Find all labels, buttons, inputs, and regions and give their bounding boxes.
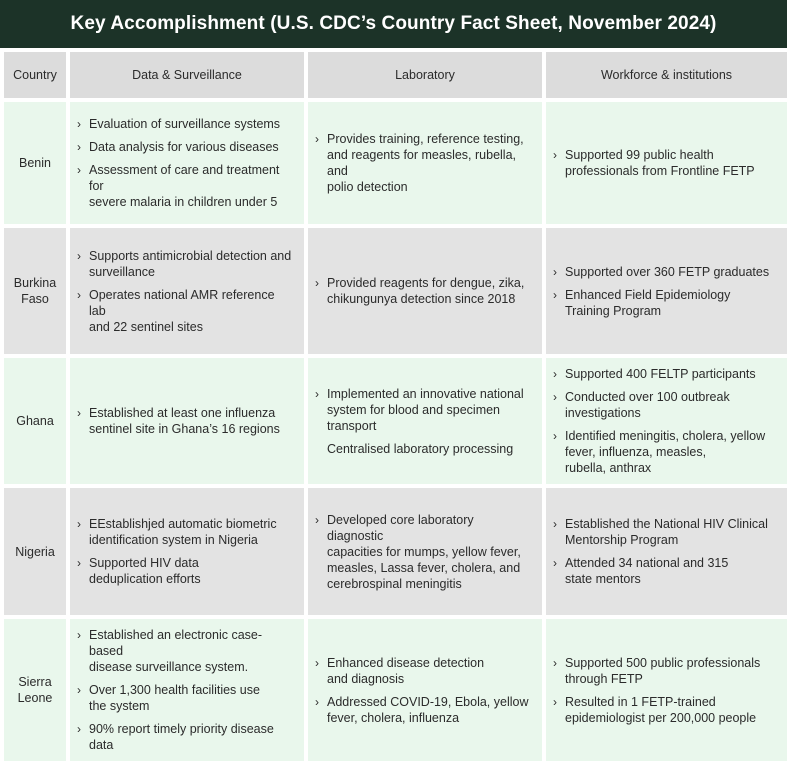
item-text: 90% report timely priority disease data [89, 722, 274, 752]
item-text: Supported HIV data deduplication efforts [89, 556, 201, 586]
country-cell [2, 226, 68, 356]
chevron-right-icon: › [553, 429, 557, 443]
chevron-right-icon: › [553, 287, 557, 302]
chevron-right-icon: › [77, 556, 81, 570]
item-text: Conducted over 100 outbreak investigations [565, 390, 730, 420]
list-item [77, 682, 293, 714]
chevron-right-icon: › [315, 276, 319, 290]
item-text: Data analysis for various diseases [89, 140, 279, 154]
item-text: Supports antimicrobial detection and surveillance [89, 248, 292, 279]
list-item [315, 131, 531, 195]
table-row-benin [2, 100, 787, 226]
chevron-right-icon: › [315, 694, 319, 709]
item-text: Over 1,300 health facilities use the system [89, 683, 260, 713]
chevron-right-icon: › [77, 722, 81, 736]
country-cell [2, 356, 68, 486]
item-text: Operates national AMR reference lab and 22 sentinel sites [89, 287, 275, 334]
list-item [553, 287, 776, 319]
country-cell [2, 617, 68, 763]
chevron-right-icon: › [77, 163, 81, 177]
country-name: Benin [19, 156, 51, 170]
chevron-right-icon: › [315, 132, 319, 146]
list-item [553, 655, 776, 687]
chevron-right-icon: › [77, 683, 81, 697]
chevron-right-icon: › [315, 655, 319, 670]
list-item [553, 555, 776, 587]
item-text: Assessment of care and treatment for severe malaria in children under 5 [89, 163, 280, 209]
item-text: Enhanced disease detection and diagnosis [327, 655, 485, 686]
country-name: Sierra Leone [17, 675, 53, 705]
accomplishments-table [0, 48, 787, 765]
chevron-right-icon: › [553, 390, 557, 404]
workforce-cell [544, 617, 787, 763]
country-name: Nigeria [15, 544, 55, 559]
header-laboratory: Laboratory [306, 50, 544, 100]
page-title: Key Accomplishment (U.S. CDC’s Country Fact Sheet, November 2024) [70, 13, 717, 34]
table-row-burkina-faso [2, 226, 787, 356]
chevron-right-icon: › [77, 117, 81, 131]
chevron-right-icon: › [553, 148, 557, 162]
country-name: Ghana [16, 414, 54, 428]
header-workforce: Workforce & institutions [544, 50, 787, 100]
table-row-ghana [2, 356, 787, 486]
chevron-right-icon: › [315, 512, 319, 527]
item-text: Addressed COVID-19, Ebola, yellow fever, cholera, influenza [327, 694, 529, 725]
item-text: Supported over 360 FETP graduates [565, 264, 770, 279]
list-item [77, 627, 293, 675]
list-item [553, 428, 776, 476]
item-text: Supported 99 public health professionals from Frontline FETP [565, 148, 755, 178]
chevron-right-icon: › [553, 655, 557, 670]
item-text: Enhanced Field Epidemiology Training Program [565, 287, 731, 318]
chevron-right-icon: › [77, 287, 81, 302]
item-text: Provided reagents for dengue, zika, chikungunya detection since 2018 [327, 276, 525, 306]
country-cell [2, 100, 68, 226]
laboratory-cell [306, 226, 544, 356]
header-country: Country [2, 50, 68, 100]
list-item [77, 721, 293, 753]
chevron-right-icon: › [553, 556, 557, 570]
workforce-cell [544, 226, 787, 356]
chevron-right-icon: › [315, 386, 319, 401]
data-surveillance-cell [68, 617, 306, 763]
workforce-cell [544, 356, 787, 486]
list-item [315, 694, 531, 726]
chevron-right-icon: › [77, 517, 81, 531]
list-item [553, 694, 776, 726]
country-cell [2, 486, 68, 617]
chevron-right-icon: › [77, 628, 81, 642]
title-bar [0, 0, 787, 48]
item-text: Established an electronic case-based disease surveillance system. [89, 628, 263, 674]
list-item [553, 147, 776, 179]
list-item [553, 389, 776, 421]
list-item [553, 264, 776, 280]
item-text: Supported 500 public professionals through FETP [565, 655, 761, 686]
list-item [315, 275, 531, 307]
country-name: Burkina Faso [13, 276, 57, 306]
list-item [77, 287, 293, 335]
list-item [77, 116, 293, 132]
chevron-right-icon: › [553, 694, 557, 709]
header-row [2, 50, 787, 100]
item-text: EEstablishjed automatic biometric identification system in Nigeria [89, 517, 277, 547]
chevron-right-icon: › [553, 264, 557, 279]
table-row-sierra-leone [2, 617, 787, 763]
list-item [77, 555, 293, 587]
data-surveillance-cell [68, 486, 306, 617]
list-item [315, 512, 531, 592]
header-data-surveillance: Data & Surveillance [68, 50, 306, 100]
item-text: Identified meningitis, cholera, yellow fever, influenza, measles, rubella, anthrax [565, 429, 766, 475]
data-surveillance-cell [68, 356, 306, 486]
chevron-right-icon: › [77, 140, 81, 154]
item-text: Resulted in 1 FETP-trained epidemiologist per 200,000 people [565, 694, 757, 725]
list-item [77, 248, 293, 280]
list-item [315, 655, 531, 687]
list-item [315, 386, 531, 434]
laboratory-cell [306, 486, 544, 617]
item-text: Centralised laboratory processing [327, 441, 514, 456]
workforce-cell [544, 486, 787, 617]
list-item [77, 516, 293, 548]
data-surveillance-cell [68, 100, 306, 226]
item-text: Established at least one influenza sentinel site in Ghana’s 16 regions [89, 406, 280, 436]
workforce-cell [544, 100, 787, 226]
item-text: Established the National HIV Clinical Mentorship Program [565, 517, 768, 547]
chevron-right-icon: › [553, 367, 557, 381]
list-item [77, 162, 293, 210]
item-text: Attended 34 national and 315 state mentors [565, 556, 729, 586]
list-item [553, 366, 776, 382]
chevron-right-icon: › [553, 517, 557, 531]
laboratory-cell [306, 100, 544, 226]
list-item [315, 441, 531, 457]
list-item [77, 405, 293, 437]
chevron-right-icon: › [77, 248, 81, 263]
item-text: Implemented an innovative national system for blood and specimen transport [327, 386, 524, 433]
item-text: Evaluation of surveillance systems [89, 117, 281, 131]
list-item [77, 139, 293, 155]
data-surveillance-cell [68, 226, 306, 356]
item-text: Supported 400 FELTP participants [565, 367, 756, 381]
table-row-nigeria [2, 486, 787, 617]
laboratory-cell [306, 617, 544, 763]
item-text: Provides training, reference testing, and reagents for measles, rubella, and polio detection [327, 132, 524, 194]
laboratory-cell [306, 356, 544, 486]
list-item [553, 516, 776, 548]
item-text: Developed core laboratory diagnostic capacities for mumps, yellow fever, measles, Lassa fever, cholera, and cerebrospinal meningitis [327, 512, 521, 591]
chevron-right-icon: › [77, 406, 81, 420]
